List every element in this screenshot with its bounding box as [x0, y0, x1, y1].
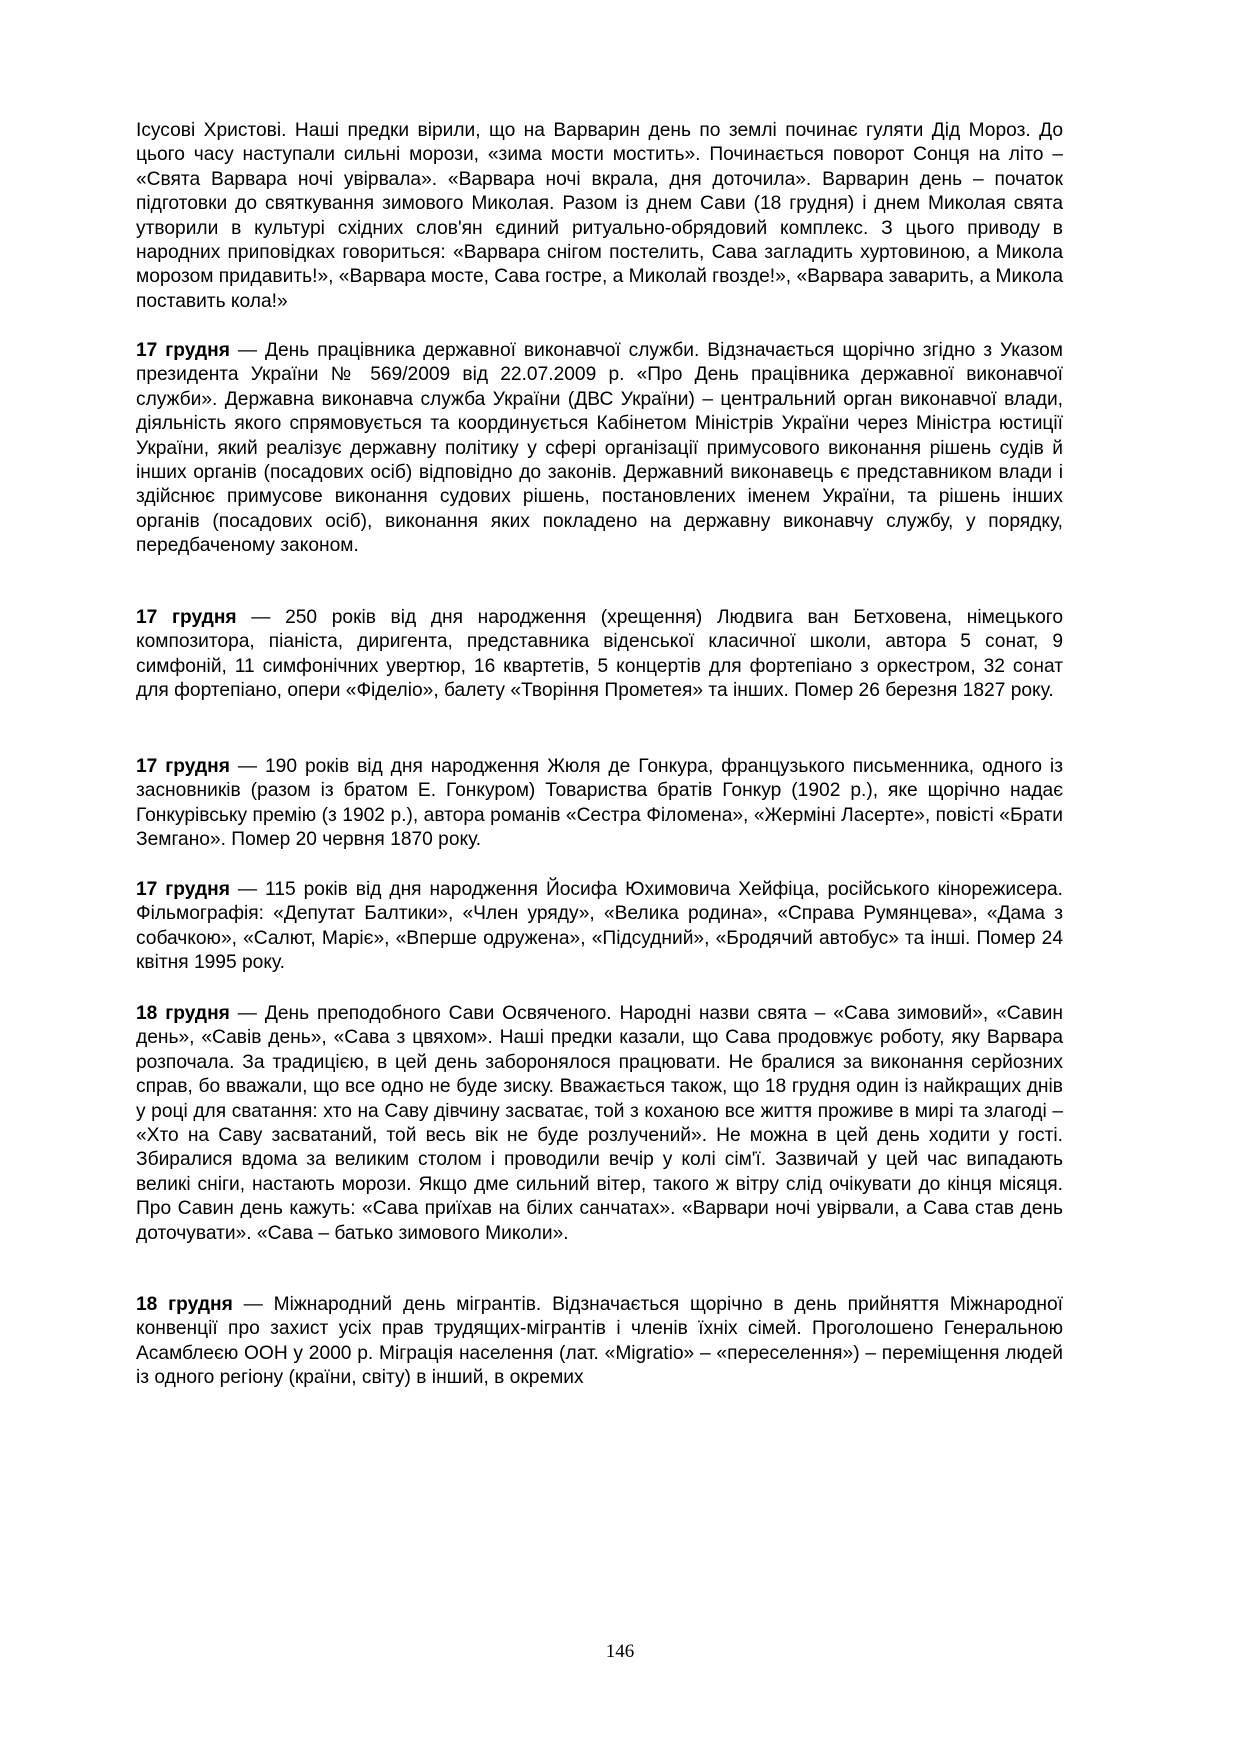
entry-text: — День працівника державної виконавчої служби. Відзначається щорічно згідно з Указом президента України № 569/2009 від 22.07.2009 р. «Про День працівника державної виконавчої служби». Державна виконавча служба України (ДВС України) – центральний орган виконавчої влади, діяльність якого спрямовується та координується Кабінетом Міністрів України через Міністра юстиції України, який реалізує державну політику у сфері організації примусового виконання рішень судів й інших органів (посадових осіб) відповідно до законів. Державний виконавець є представником влади і здійснює примусове виконання судових рішень, постановлених іменем України, та рішень інших органів (посадових осіб), виконання яких покладено на державну виконавчу службу, у порядку, передбаченому законом. [136, 340, 1063, 557]
entry-text: — 115 років від дня народження Йосифа Юхимовича Хейфіца, російського кінорежисера. Фільмографія: «Депутат Балтики», «Член уряду», «Велика родина», «Справа Румянцева», «Дама з собачкою», «Салют, Маріє», «Вперше одружена», «Підсудний», «Бродячий автобус» та інші. Помер 24 квітня 1995 року. [136, 879, 1064, 974]
entry-date: 18 грудня [136, 1003, 230, 1024]
entry-date: 17 грудня [136, 756, 230, 777]
entry-text: — День преподобного Сави Освяченого. Народні назви свята – «Сава зимовий», «Савин день», «Савів день», «Сава з цвяхом». Наші предки казали, що Сава продовжує роботу, яку Варвара розпочала. За традицією, в цей день заборонялося працювати. Не бралися за виконання серйозних справ, бо вважали, що все одно не буде зиску. Вважається також, що 18 грудня один із найкращих днів у році для сватання: хто на Саву дівчину засватає, той з коханою все життя проживе в мирі та злагоді – «Хто на Саву засватаний, той весь вік не буде розлучений». Не можна в цей день ходити у гості. Збиралися вдома за великим столом і проводили вечір у колі сім'ї. Зазвичай у цей час випадають великі сніги, настають морози. Якщо дме сильний вітер, такого ж вітру слід очікувати до кінця місяця. Про Савин день кажуть: «Сава приїхав на білих санчатах». «Варвари ночі увірвали, а Сава став день доточувати». «Сава – батько зимового Миколи». [136, 1003, 1063, 1244]
continuation-paragraph: Ісусові Христові. Наші предки вірили, що на Варварин день по землі починає гуляти Дід Мороз. До цього часу наступали сильні морози, «зима мости мостить». Починається поворот Сонця на літо – «Свята Варвара ночі увірвала». «Варвара ночі вкрала, дня доточила». Варварин день – початок підготовки до святкування зимового Миколая. Разом із днем Сави (18 грудня) і днем Миколая свята утворили в культурі східних слов'ян єдиний ритуально-обрядовий комплекс. З цього приводу в народних приповідках говориться: «Варвара снігом постелить, Сава загладить хуртовиною, а Микола морозом придавить!», «Варвара мосте, Сава гостре, а Миколай гвозде!», «Варвара заварить, а Микола поставить кола!» [136, 120, 1063, 312]
entry-date: 17 грудня [136, 607, 237, 628]
entry-text: — 190 років від дня народження Жюля де Гонкура, французького письменника, одного із засновників (разом із братом Е. Гонкуром) Товариства братів Гонкур (1902 р.), яке щорічно надає Гонкурівську премію (з 1902 р.), автора романів «Сестра Філомена», «Жерміні Ласерте», повісті «Брати Земгано». Помер 20 червня 1870 року. [136, 756, 1063, 851]
entry-civil-enforcement-day [136, 339, 1063, 559]
entry-kheifits [136, 878, 1063, 976]
entry-text: — 250 років від дня народження (хрещення) Людвига ван Бетховена, німецького композитора, піаніста, диригента, представника віденської класичної школи, автора 5 сонат, 9 симфоній, 11 симфонічних увертюр, 16 квартетів, 5 концертів для фортепіано з оркестром, 32 сонат для фортепіано, опери «Фіделіо», балету «Творіння Прометея» та інших. Помер 26 березня 1827 року. [136, 607, 1063, 702]
entry-date: 17 грудня [136, 879, 230, 900]
entry-migrants-day [136, 1293, 1063, 1391]
entry-text: — Міжнародний день мігрантів. Відзначається щорічно в день прийняття Міжнародної конвенції про захист усіх прав трудящих-мігрантів і членів їхніх сімей. Проголошено Генеральною Асамблеєю ООН у 2000 р. Міграція населення (лат. «Migratio» – «переселення») – переміщення людей із одного регіону (країни, світу) в інший, в окремих [136, 1294, 1063, 1389]
entry-goncourt [136, 755, 1063, 853]
page-number: 146 [605, 1641, 635, 1662]
entry-beethoven [136, 606, 1063, 704]
entry-date: 18 грудня [136, 1294, 233, 1315]
entry-date: 17 грудня [136, 340, 230, 361]
entry-sava-day [136, 1002, 1063, 1246]
